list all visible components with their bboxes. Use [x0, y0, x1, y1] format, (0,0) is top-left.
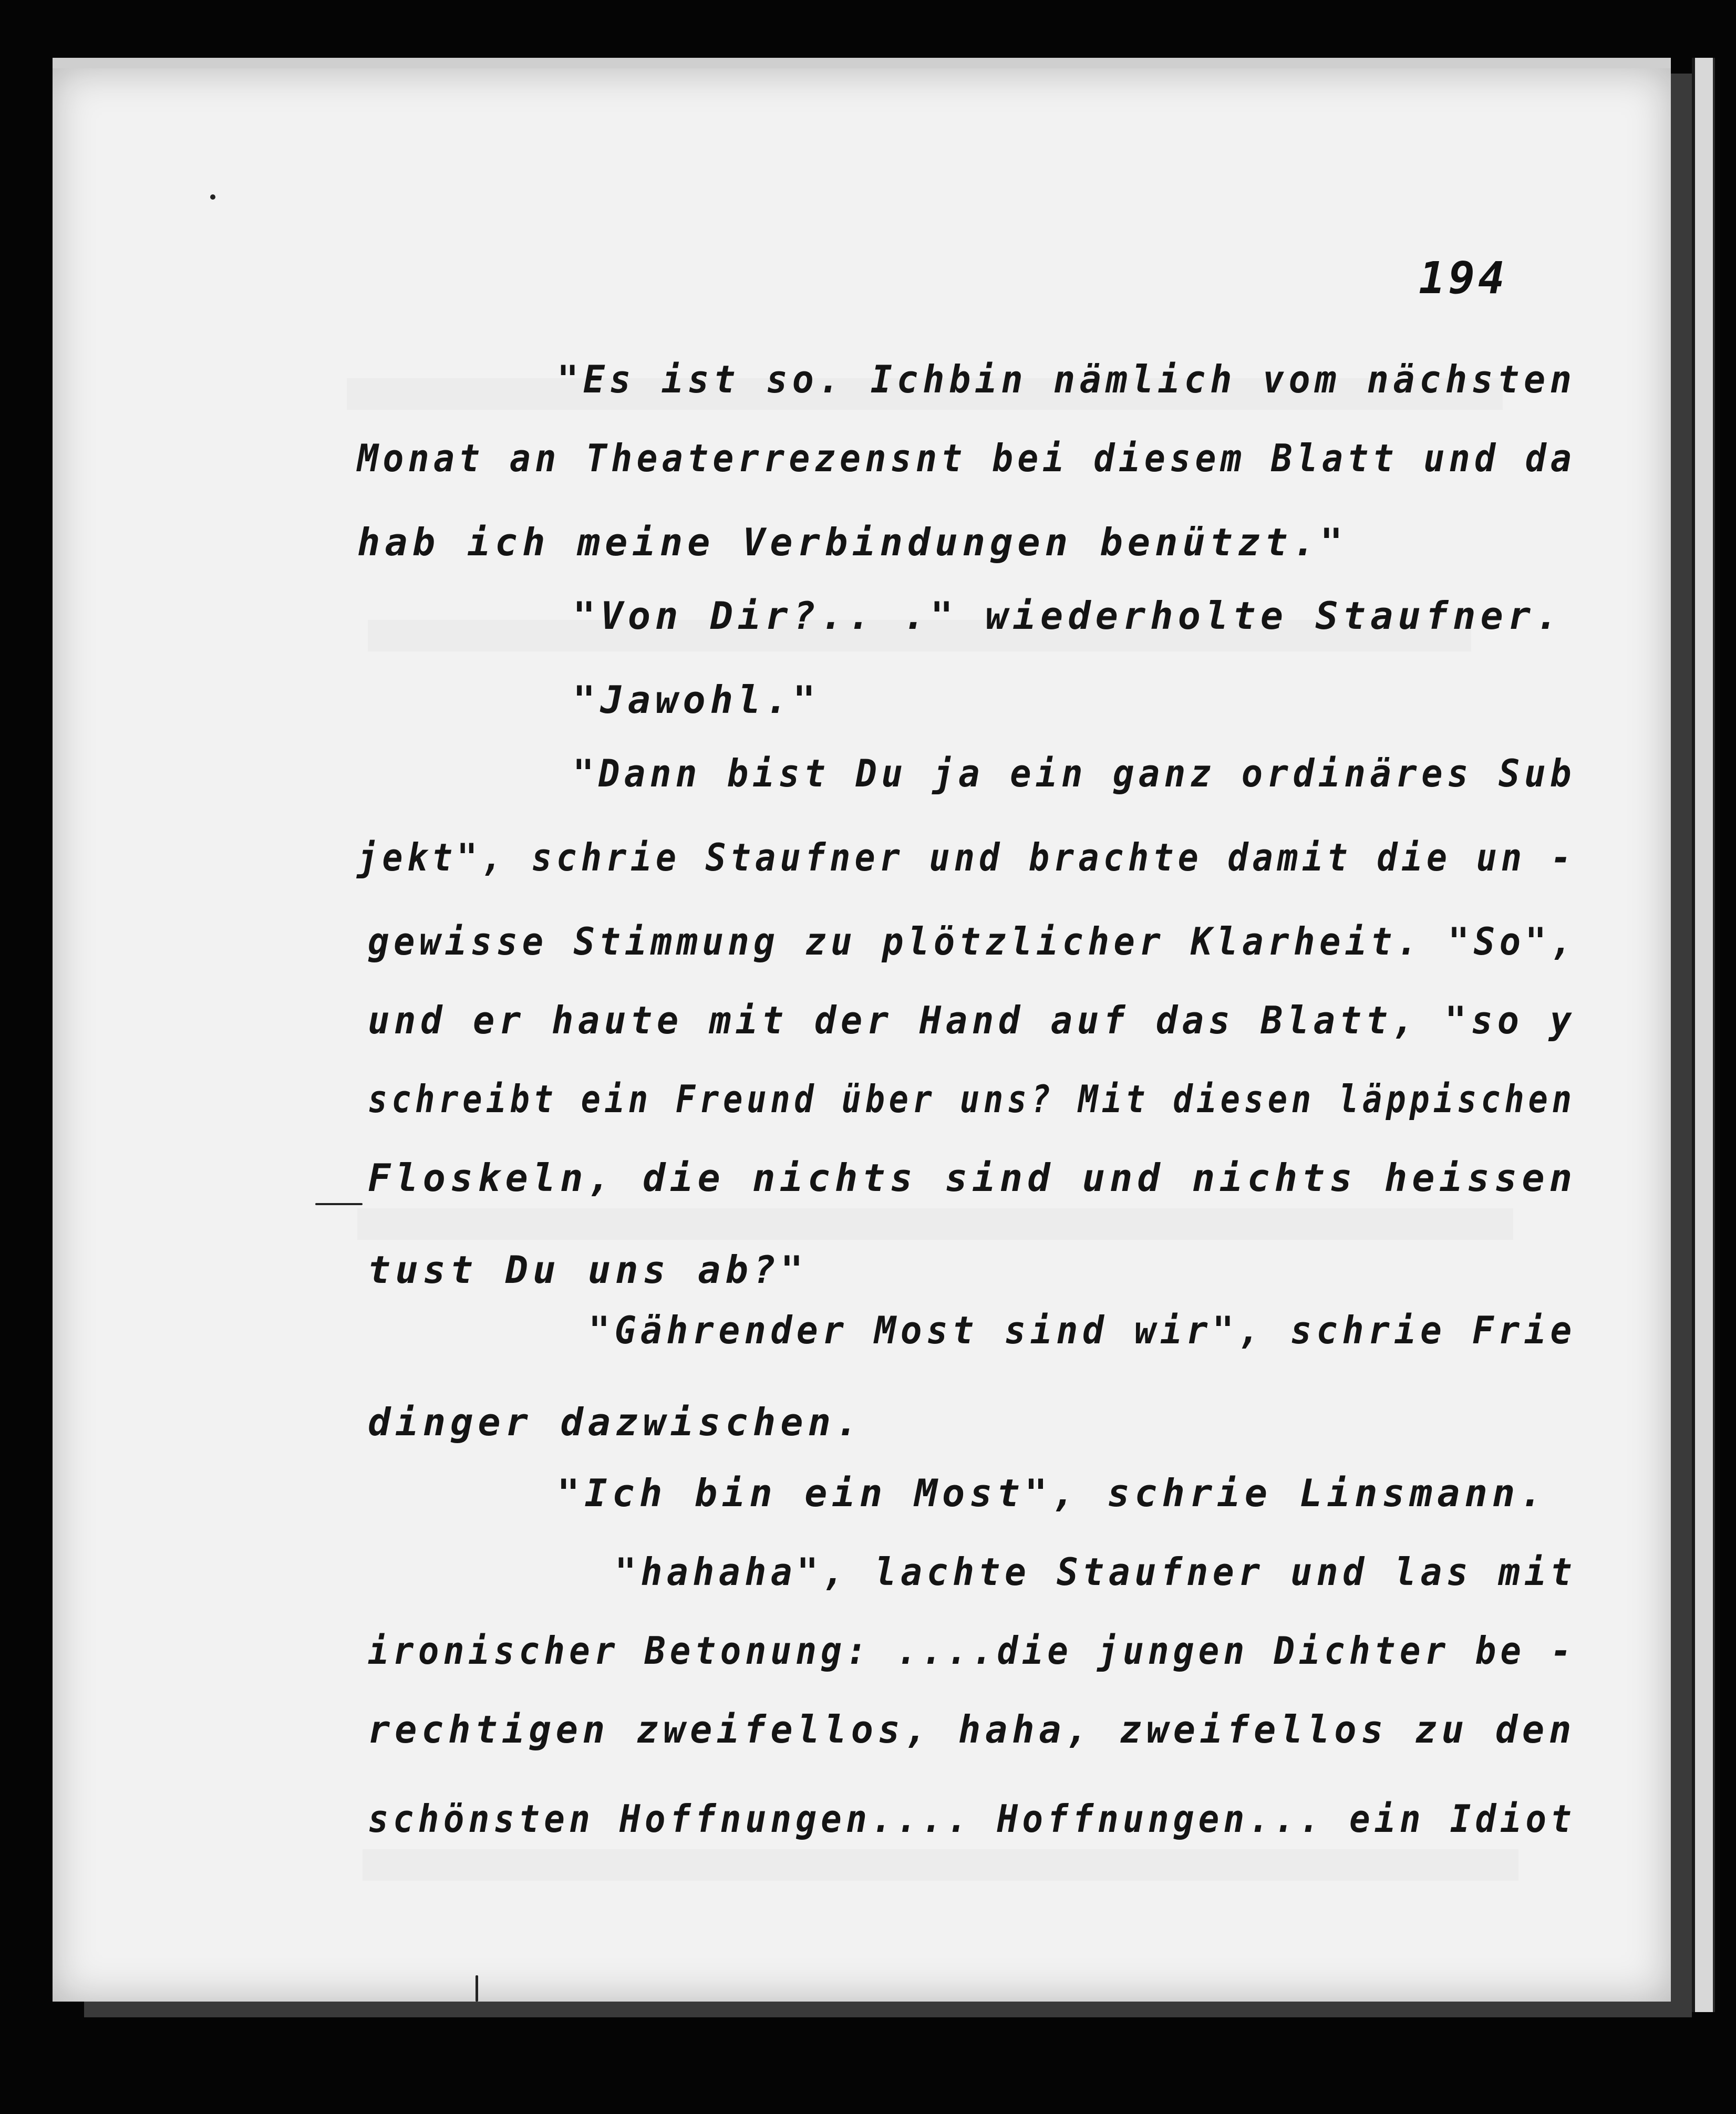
- text-line: "Dann bist Du ja ein ganz ordinäres Sub: [573, 751, 1576, 795]
- text-line: dinger dazwischen.: [368, 1400, 863, 1444]
- text-line: schönsten Hoffnungen.... Hoffnungen... ein Idiot: [368, 1797, 1576, 1841]
- scan-speck: [210, 194, 215, 200]
- text-line: "Gährender Most sind wir", schrie Frie: [588, 1308, 1576, 1352]
- text-line: "hahaha", lachte Staufner und las mit: [615, 1550, 1577, 1594]
- scan-speck: [315, 1203, 363, 1205]
- text-line: und er haute mit der Hand auf das Blatt, "so y: [368, 998, 1576, 1042]
- text-line: "Es ist so. Ichbin nämlich vom nächsten: [557, 357, 1576, 401]
- text-line: hab ich meine Verbindungen benützt.": [357, 520, 1348, 564]
- page-right-edge: [1692, 58, 1715, 2012]
- text-line: gewisse Stimmung zu plötzlicher Klarheit. "So",: [368, 919, 1577, 963]
- text-line: "Jawohl.": [573, 678, 821, 722]
- text-line: Floskeln, die nichts sind und nichts heissen: [368, 1156, 1577, 1200]
- text-line: tust Du uns ab?": [368, 1248, 808, 1292]
- page-number: 194: [1419, 252, 1508, 304]
- bleed-through-mark: [363, 1849, 1518, 1881]
- text-line: rechtigen zweifellos, haha, zweifellos zu den: [368, 1707, 1576, 1752]
- text-line: jekt", schrie Staufner und brachte damit die un -: [357, 835, 1576, 879]
- text-line: Monat an Theaterrezensnt bei diesem Blatt und da: [357, 436, 1576, 480]
- text-line: ironischer Betonung: ....die jungen Dichter be -: [368, 1629, 1576, 1673]
- bleed-through-mark: [357, 1208, 1513, 1240]
- scan-speck: [476, 1975, 478, 2002]
- text-line: "Von Dir?.. ." wiederholte Staufner.: [573, 594, 1563, 638]
- text-line: "Ich bin ein Most", schrie Linsmann.: [557, 1471, 1547, 1515]
- page-top-edge: [53, 58, 1671, 69]
- text-line: schreibt ein Freund über uns? Mit diesen läppischen: [368, 1077, 1576, 1121]
